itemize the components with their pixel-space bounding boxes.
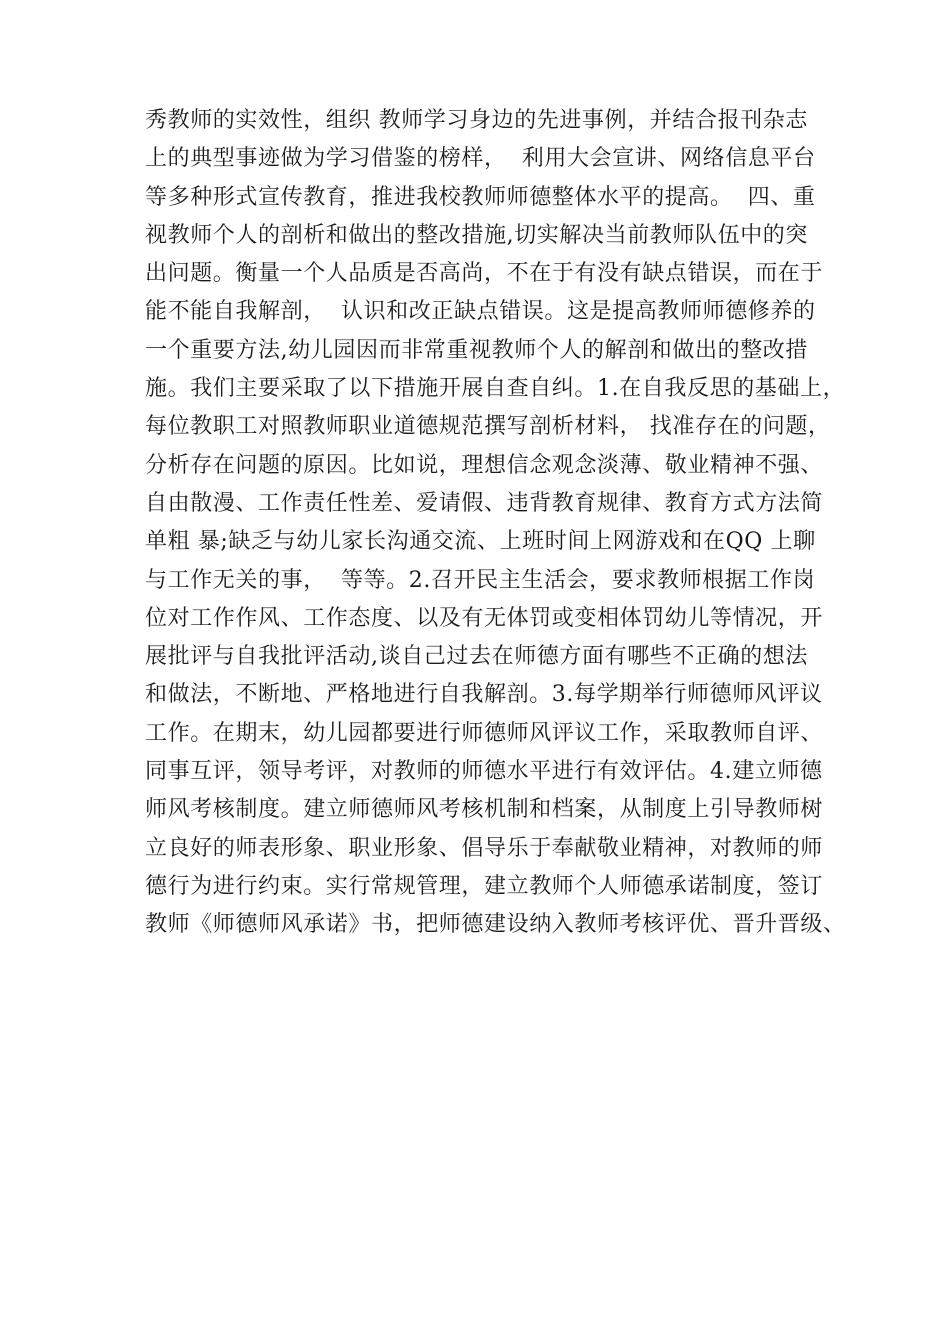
text-line: 教师《师德师风承诺》书，把师德建设纳入教师考核评优、晋升晋级、 bbox=[145, 912, 846, 938]
text-line: 秀教师的实效性，组织 教师学习身边的先进事例，并结合报刊杂志 bbox=[145, 108, 808, 133]
text-line: 分析存在问题的原因。比如说，理想信念观念淡薄、敬业精神不强、 bbox=[145, 452, 824, 478]
body-text bbox=[145, 102, 846, 945]
text-line: 同事互评，领导考评，对教师的师德水平进行有效评估。4.建立师德 bbox=[145, 759, 823, 785]
text-line: 出问题。衡量一个人品质是否高尚，不在于有没有缺点错误，而在于 bbox=[145, 261, 824, 287]
text-line: 自由散漫、工作责任性差、爱请假、违背教育规律、教育方式方法简 bbox=[145, 490, 824, 516]
text-line: 立良好的师表形象、职业形象、倡导乐于奉献敬业精神，对教师的师 bbox=[145, 835, 824, 861]
text-line: 上的典型事迹做为学习借鉴的榜样， 利用大会宣讲、网络信息平台 bbox=[145, 146, 816, 172]
text-line: 施。我们主要采取了以下措施开展自查自纠。1.在自我反思的基础上， bbox=[145, 376, 846, 402]
text-line: 师风考核制度。建立师德师风考核机制和档案，从制度上引导教师树 bbox=[145, 797, 824, 823]
text-line: 德行为进行约束。实行常规管理，建立教师个人师德承诺制度，签订 bbox=[145, 873, 824, 899]
text-line: 单粗 暴;缺乏与幼儿家长沟通交流、上班时间上网游戏和在QQ 上聊 bbox=[145, 529, 816, 555]
text-line: 与工作无关的事， 等等。2.召开民主生活会，要求教师根据工作岗 bbox=[145, 567, 816, 593]
text-line: 位对工作作风、工作态度、以及有无体罚或变相体罚幼儿等情况，开 bbox=[145, 605, 824, 631]
text-line: 和做法，不断地、严格地进行自我解剖。3.每学期举行师德师风评议 bbox=[145, 682, 823, 708]
text-line: 每位教职工对照教师职业道德规范撰写剖析材料， 找准存在的问题， bbox=[145, 414, 831, 440]
text-line: 视教师个人的剖析和做出的整改措施,切实解决当前教师队伍中的突 bbox=[145, 222, 808, 248]
text-line: 等多种形式宣传教育，推进我校教师师德整体水平的提高。 四、重 bbox=[145, 184, 816, 210]
text-line: 工作。在期末，幼儿园都要进行师德师风评议工作，采取教师自评、 bbox=[145, 720, 824, 746]
text-line: 一个重要方法,幼儿园因而非常重视教师个人的解剖和做出的整改措 bbox=[145, 337, 808, 363]
text-line: 展批评与自我批评活动,谈自己过去在师德方面有哪些不正确的想法 bbox=[145, 644, 808, 670]
text-line: 能不能自我解剖， 认识和改正缺点错误。这是提高教师师德修养的 bbox=[145, 299, 816, 325]
